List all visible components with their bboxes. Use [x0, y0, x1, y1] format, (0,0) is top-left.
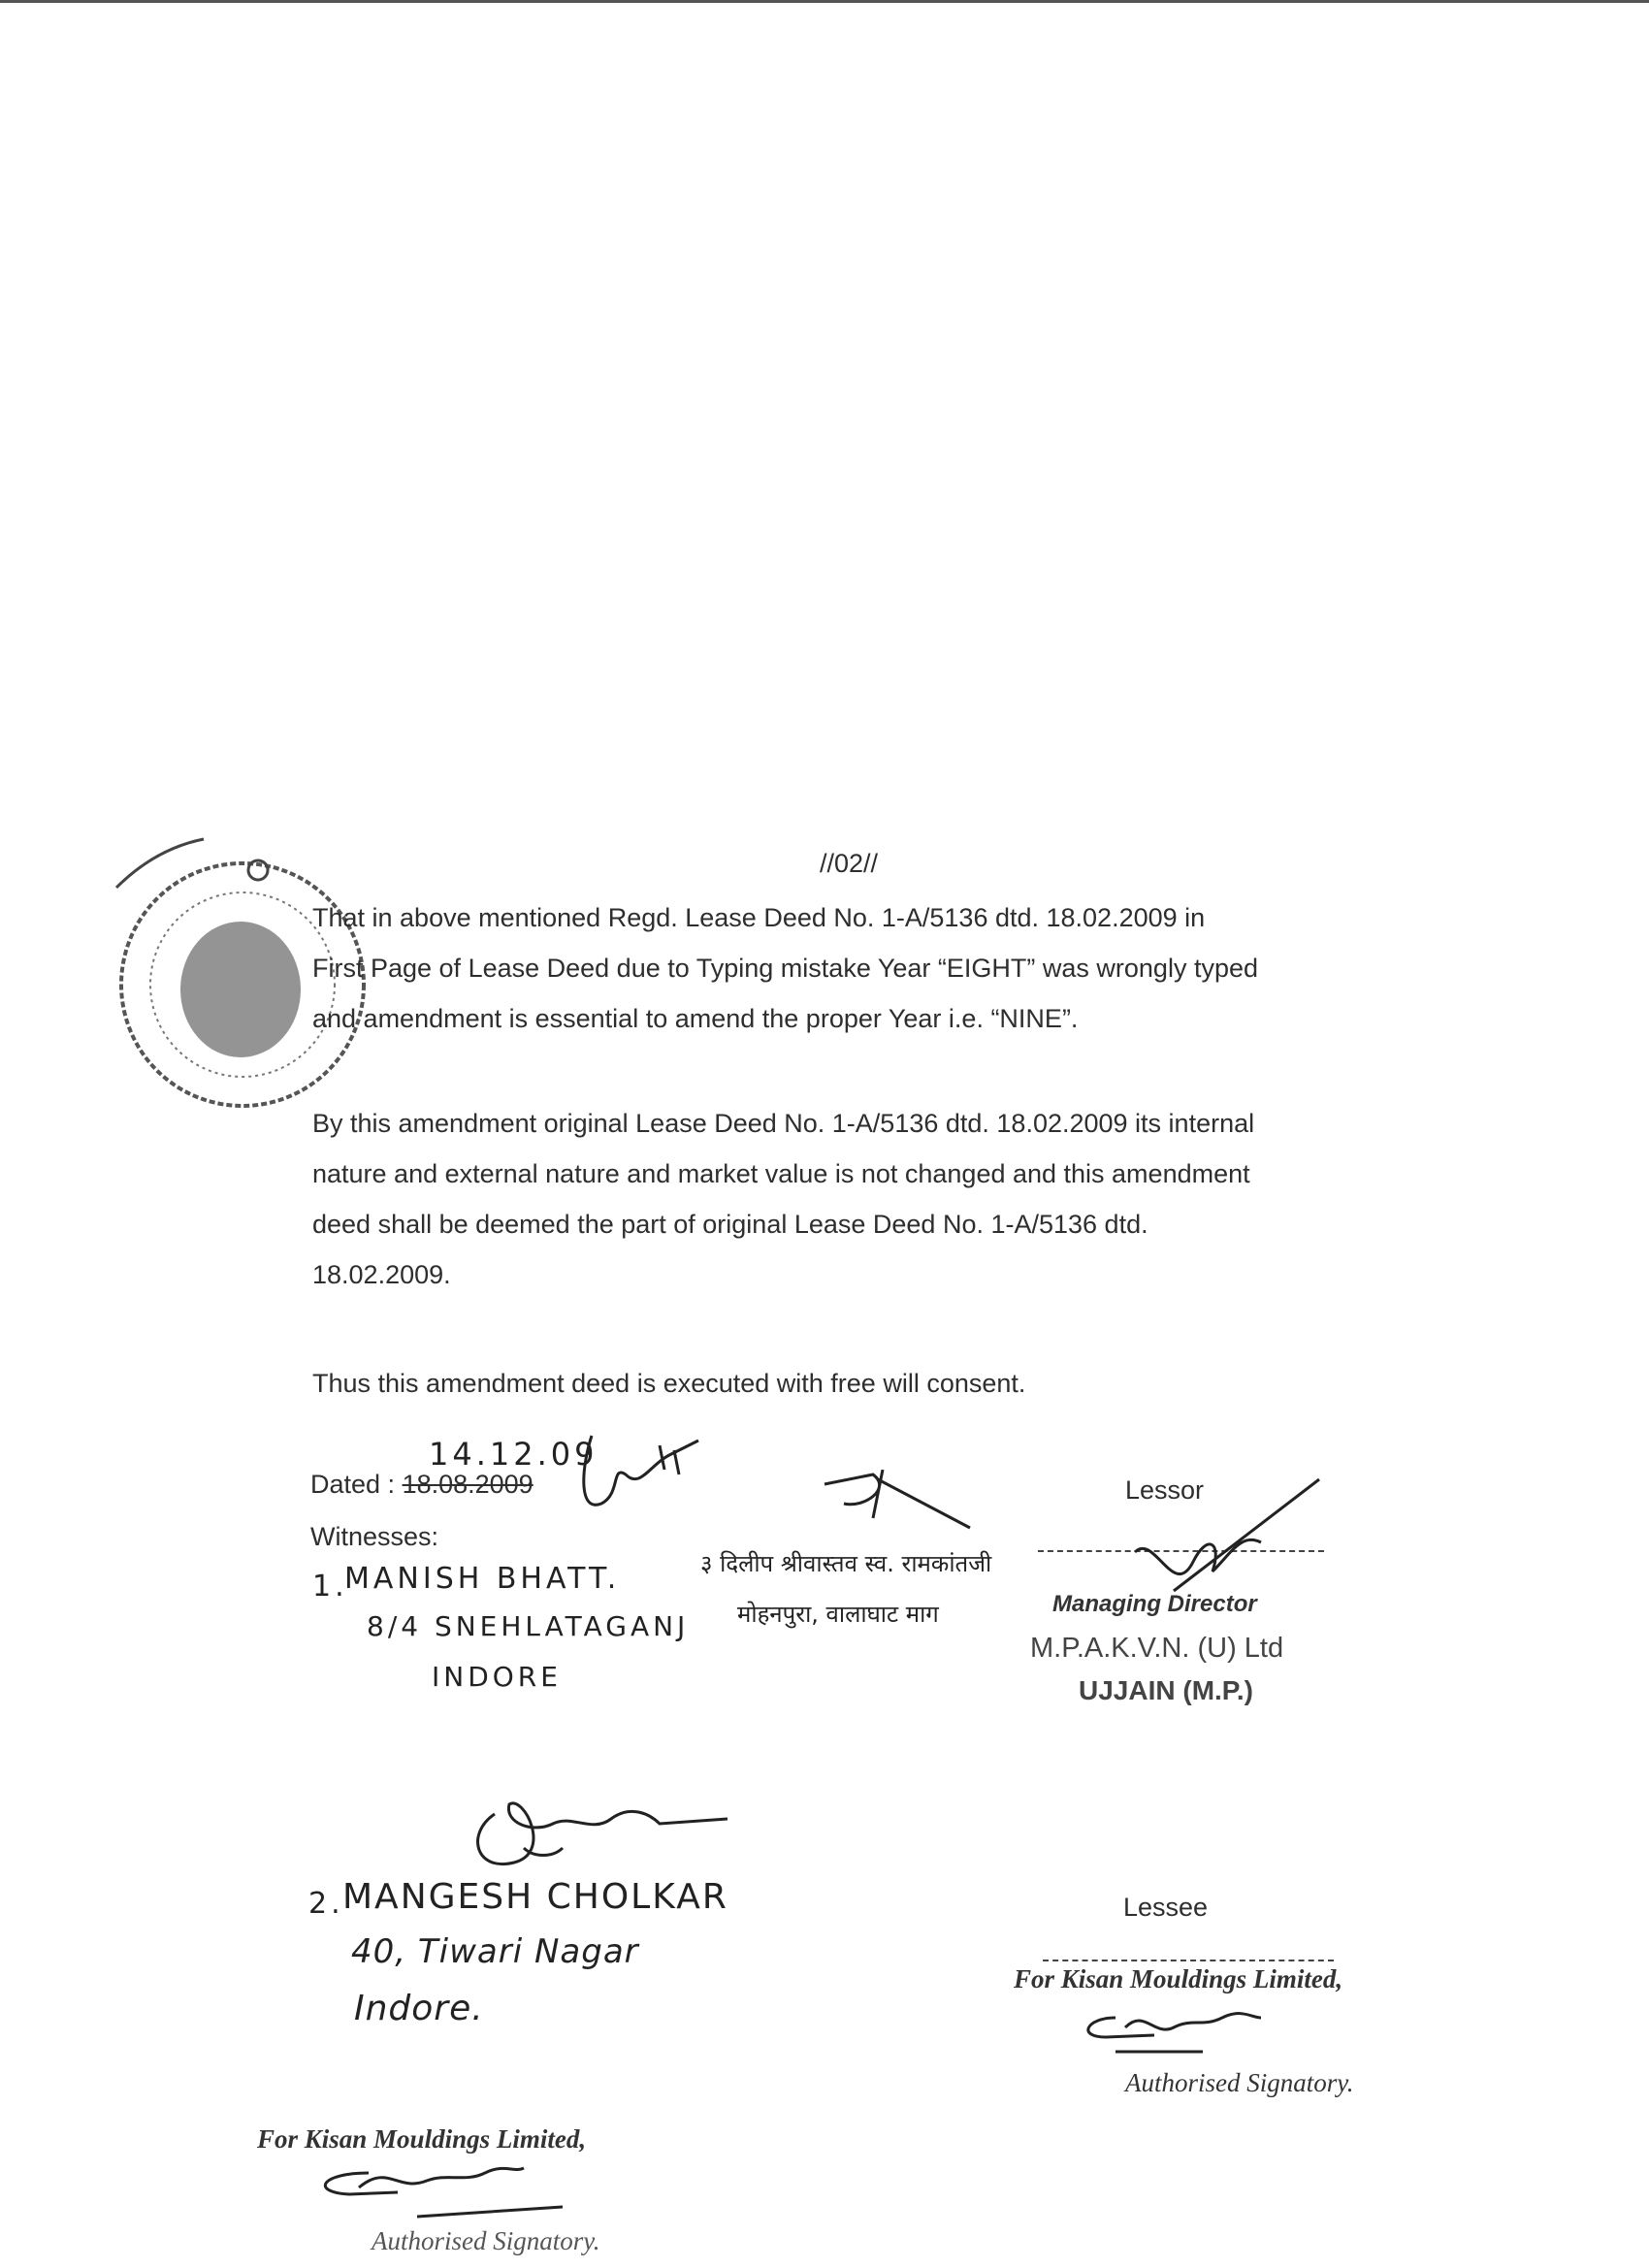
handwritten-date: 14.12.09: [429, 1436, 598, 1473]
signature-1: [572, 1426, 708, 1533]
witness-1-hindi-line-2: मोहनपुरा, वालाघाट माग: [737, 1601, 939, 1628]
lessor-stamp-org: M.P.A.K.V.N. (U) Ltd: [1030, 1633, 1284, 1664]
paragraph-2: [312, 1098, 1254, 1300]
bottom-stamp-bottom: Authorised Signatory.: [372, 2226, 600, 2255]
scan-edge: [0, 0, 1649, 3]
paragraph-line: and amendment is essential to amend the proper Year i.e. “NINE”.: [312, 1004, 1079, 1033]
lessor-stamp-city: UJJAIN (M.P.): [1079, 1675, 1253, 1705]
paragraph-line: deed shall be deemed the part of original Lease Deed No. 1-A/5136 dtd.: [312, 1210, 1148, 1239]
witness-2-signature: [466, 1775, 737, 1882]
witness-1-name: MANISH BHATT.: [344, 1562, 621, 1596]
witness-1-number: 1.: [312, 1570, 348, 1604]
witness-1-address: 8/4 SNEHLATAGANJ: [367, 1610, 690, 1642]
paragraph-line: nature and external nature and market value is not changed and this amendment: [312, 1159, 1250, 1188]
paragraph-1: [312, 892, 1258, 1044]
lessor-stamp-title: Managing Director: [1052, 1591, 1257, 1617]
typed-date: 18.08.2009: [402, 1470, 534, 1499]
witness-1-hindi-line-1: ३ दिलीप श्रीवास्तव स्व. रामकांतजी: [700, 1550, 992, 1577]
paragraph-3: Thus this amendment deed is executed with free will consent.: [312, 1369, 1026, 1398]
paragraph-line: 18.02.2009.: [312, 1260, 451, 1289]
lessee-label: Lessee: [1123, 1893, 1209, 1922]
signature-2: [805, 1470, 980, 1547]
paragraph-line: First Page of Lease Deed due to Typing mistake Year “EIGHT” was wrongly typed: [312, 954, 1258, 983]
witness-2-address: 40, Tiwari Nagar: [351, 1932, 639, 1971]
page-number: //02//: [820, 849, 879, 878]
lessee-signature-line: [1043, 1960, 1334, 1961]
lessor-signature: [1116, 1474, 1329, 1610]
witness-2-city: Indore.: [354, 1989, 484, 2028]
lessee-stamp-top: For Kisan Mouldings Limited,: [1014, 1964, 1343, 1993]
lessee-stamp-bottom: Authorised Signatory.: [1125, 2068, 1354, 2097]
dated-label: Dated :: [310, 1470, 403, 1499]
witness-2-number: 2.: [308, 1887, 344, 1921]
witness-2-name: MANGESH CHOLKAR: [342, 1877, 728, 1917]
paragraph-line: By this amendment original Lease Deed No. 1-A/5136 dtd. 18.02.2009 its internal: [312, 1109, 1255, 1138]
lessor-label: Lessor: [1125, 1475, 1205, 1505]
paragraph-line: That in above mentioned Regd. Lease Deed No. 1-A/5136 dtd. 18.02.2009 in: [312, 903, 1206, 932]
lessee-signature: [1067, 1998, 1280, 2066]
bottom-stamp-top: For Kisan Mouldings Limited,: [257, 2124, 587, 2154]
witness-1-city: INDORE: [432, 1661, 562, 1693]
witnesses-label: Witnesses:: [310, 1522, 439, 1551]
